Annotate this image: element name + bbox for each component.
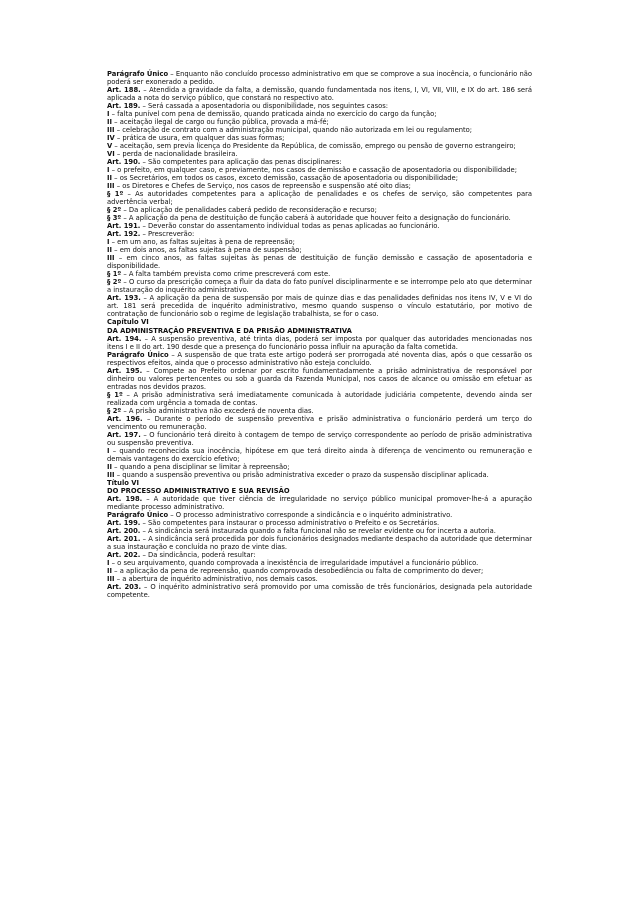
paragraph [107, 134, 532, 142]
paragraph-lead: I [107, 110, 110, 119]
paragraph-text: – São competentes para instaurar o processo administrativo o Prefeito e os Secretários. [140, 518, 440, 527]
paragraph [107, 519, 532, 527]
paragraph-lead: Parágrafo Único [107, 350, 169, 359]
paragraph-lead: Art. 190. [107, 158, 141, 167]
paragraph-text: – A autoridade que tiver ciência de irregularidade no serviço público municipal promover-lhe-á a apuração mediante processo administrativo. [107, 494, 532, 511]
paragraph-lead: VI [107, 150, 115, 159]
paragraph-text: – Da aplicação de penalidades caberá pedido de reconsideração e recurso; [121, 206, 377, 215]
paragraph-text: – A sindicância será instaurada quando a falta funcional não se revelar evidente ou for incerta a autoria. [140, 526, 496, 535]
paragraph [107, 407, 532, 415]
paragraph [107, 150, 532, 158]
paragraph [107, 174, 532, 182]
paragraph-text: – O curso da prescrição começa a fluir da data do fato punível disciplinarmente e se interrompe pelo ato que determinar a instauração do inquérito administrativo. [107, 278, 533, 295]
paragraph-text: – Enquanto não concluído processo administrativo em que se comprove a sua inocência, o funcionário não poderá ser exonerado a pedido. [107, 70, 532, 87]
paragraph [107, 278, 532, 294]
paragraph-text: – a aplicação da pena de repreensão, quando comprovada desobediência ou falta de comprimento do dever; [112, 566, 484, 575]
paragraph-lead: Art. 197. [107, 430, 141, 439]
paragraph [107, 551, 532, 559]
paragraph-text: – os Diretores e Chefes de Serviço, nos casos de repreensão e suspensão até oito dias; [114, 182, 411, 191]
paragraph [107, 495, 532, 511]
paragraph-text: – Durante o período de suspensão preventiva e prisão administrativa o funcionário perderá um terço do vencimento ou remuneração. [107, 414, 532, 431]
paragraph [107, 575, 532, 583]
paragraph [107, 70, 532, 86]
section-heading: Título VI [107, 478, 139, 487]
paragraph-text: – quando a suspensão preventiva ou prisão administrativa exceder o prazo da suspensão disciplinar aplicada. [114, 470, 489, 479]
paragraph-lead: II [107, 566, 113, 575]
paragraph-text: – em um ano, as faltas sujeitas à pena de repreensão; [109, 238, 295, 247]
paragraph-lead: I [107, 166, 110, 175]
paragraph-text: – O inquérito administrativo será promovido por uma comissão de três funcionários, designada pela autoridade competente. [107, 583, 532, 600]
section-heading: DA ADMINISTRAÇÃO PREVENTIVA E DA PRISÃO ADMINISTRATIVA [107, 326, 352, 335]
paragraph [107, 335, 532, 351]
paragraph-lead: I [107, 238, 110, 247]
paragraph-text: – A suspensão preventiva, até trinta dias, poderá ser imposta por qualquer das autoridades mencionadas nos itens I e II do art. 190 desde que a presença do funcionário possa influir na apuração da falta cometida. [107, 334, 532, 351]
paragraph-lead: § 2º [107, 206, 122, 215]
paragraph [107, 222, 532, 230]
paragraph [107, 118, 532, 126]
paragraph-text: – Atendida a gravidade da falta, a demissão, quando fundamentada nos itens, I, VI, VII, VIII, e IX do art. 186 será aplicada a nota do serviço público, que constará no respectivo ato. [107, 86, 532, 103]
paragraph-lead: Art. 196. [107, 414, 143, 423]
paragraph [107, 294, 532, 318]
paragraph [107, 351, 532, 367]
paragraph-lead: Art. 201. [107, 534, 141, 543]
paragraph-lead: § 1º [107, 390, 123, 399]
paragraph-text: – aceitação ilegal de cargo ou função pública, provada a má-fé; [112, 118, 329, 127]
paragraph-lead: Art. 188. [107, 86, 141, 95]
paragraph-text: – A sindicância será procedida por dois funcionários designados mediante despacho da autoridade que determinar a sua instauração e concluída no prazo de vinte dias. [107, 534, 532, 551]
paragraph-text: – o prefeito, em qualquer caso, e previamente, nos casos de demissão e cassação de aposentadoria ou disponibilidade; [109, 166, 517, 175]
paragraph [107, 166, 532, 174]
paragraph-lead: Art. 203. [107, 583, 142, 591]
paragraph [107, 238, 532, 246]
paragraph [107, 447, 532, 463]
paragraph [107, 230, 532, 238]
paragraph [107, 535, 532, 551]
paragraph-lead: V [107, 142, 113, 151]
paragraph-lead: Art. 189. [107, 102, 141, 111]
paragraph-lead: IV [107, 134, 115, 143]
paragraph [107, 126, 532, 134]
paragraph-lead: III [107, 470, 115, 479]
paragraph-lead: Parágrafo Único [107, 510, 169, 519]
paragraph-text: – os Secretários, em todos os casos, exceto demissão, cassação de aposentadoria ou disponibilidade; [112, 174, 458, 183]
paragraph-text: – Da sindicância, poderá resultar: [140, 550, 256, 559]
paragraph-text: – falta punível com pena de demissão, quando praticada ainda no exercício do cargo da função; [109, 110, 437, 119]
paragraph-text: – São competentes para aplicação das penas disciplinares: [140, 158, 342, 167]
paragraph-text: – A suspensão de que trata este artigo poderá ser prorrogada até noventa dias, após o que cessarão os respectivos efeitos, ainda que o processo administrativo não esteja concluído. [107, 350, 533, 367]
paragraph [107, 583, 532, 599]
paragraph [107, 391, 532, 407]
paragraph-text: – A aplicação da pena de suspensão por mais de quinze dias e das penalidades definidas nos itens IV, V e VI do art. 181 será precedida de inquérito administrativo, mesmo quando suspenso o vínculo estatutário, por motivo de contratação de funcionário sob o regime de legislação trabalhista, se for o caso. [107, 294, 532, 319]
section-heading: DO PROCESSO ADMINISTRATIVO E SUA REVISÃO [107, 486, 290, 495]
paragraph-lead: Art. 194. [107, 334, 142, 343]
paragraph-text: – As autoridades competentes para a aplicação de penalidades e os chefes de serviço, são competentes para advertência verbal; [107, 190, 533, 207]
paragraph [107, 559, 532, 567]
paragraph-lead: Art. 195. [107, 366, 143, 375]
paragraph-text: – prática de usura, em qualquer das suas formas; [114, 134, 285, 143]
paragraph-text: – celebração de contrato com a administração municipal, quando não autorizada em lei ou regulamento; [114, 126, 473, 135]
paragraph-text: – perda de nacionalidade brasileira. [114, 150, 238, 159]
paragraph-text: – Será cassada a aposentadoria ou disponibilidade, nos seguintes casos: [140, 102, 389, 111]
paragraph [107, 190, 532, 206]
paragraph-lead: Art. 200. [107, 526, 141, 535]
paragraph-lead: Art. 192. [107, 230, 141, 239]
paragraph [107, 254, 532, 270]
paragraph-text: – A prisão administrativa será imediatamente comunicada à autoridade judiciária competente, devendo ainda ser realizada com urgência a tomada de contas. [107, 390, 532, 407]
paragraph [107, 182, 532, 190]
document-body [107, 70, 532, 599]
paragraph [107, 463, 532, 471]
paragraph-lead: III [107, 126, 115, 135]
paragraph-lead: § 3º [107, 214, 122, 223]
paragraph-text: – em dois anos, as faltas sujeitas à pena de suspensão; [112, 246, 302, 255]
paragraph-lead: I [107, 558, 110, 567]
paragraph [107, 214, 532, 222]
paragraph-text: – quando reconhecida sua inocência, hipótese em que terá direito ainda à diferença de vencimento ou remuneração e demais vantagens do exercício efetivo; [107, 446, 532, 463]
paragraph-text: – A falta também prevista como crime prescreverá com este. [121, 270, 331, 279]
paragraph-text: – Deverão constar do assentamento individual todas as penas aplicadas ao funcionário. [140, 222, 440, 231]
paragraph [107, 270, 532, 278]
paragraph-lead: II [107, 246, 113, 255]
paragraph-lead: Art. 202. [107, 550, 141, 559]
paragraph-text: – A aplicação da pena de destituição de função caberá à autoridade que houver feito a designação do funcionário. [121, 214, 511, 223]
paragraph-text: – a abertura de inquérito administrativo, nos demais casos. [114, 574, 318, 583]
paragraph-lead: I [107, 446, 110, 455]
paragraph [107, 158, 532, 166]
paragraph-lead: § 2º [107, 278, 122, 287]
paragraph-lead: Art. 199. [107, 518, 141, 527]
paragraph-text: – Prescreverão: [140, 230, 195, 239]
paragraph-lead: II [107, 462, 113, 471]
section-heading: Capítulo VI [107, 318, 149, 327]
paragraph-lead: § 1º [107, 270, 122, 279]
paragraph-text: – O funcionário terá direito à contagem de tempo de serviço correspondente ao período de prisão administrativa ou suspensão preventiva. [107, 430, 532, 447]
paragraph [107, 367, 532, 391]
paragraph-lead: III [107, 574, 115, 583]
paragraph [107, 415, 532, 431]
paragraph-lead: Parágrafo Único [107, 70, 169, 78]
paragraph-lead: III [107, 182, 115, 191]
paragraph [107, 471, 532, 479]
paragraph-text: – em cinco anos, as faltas sujeitas às penas de destituição de função demissão e cassação de aposentadoria e disponibilidade. [107, 254, 532, 271]
paragraph-text: – Compete ao Prefeito ordenar por escrito fundamentadamente a prisão administrativa de responsável por dinheiro ou valores pertencentes ou sob a guarda da Fazenda Municipal, nos casos de alcance ou omissão em efetuar as entradas nos devidos prazos. [107, 366, 532, 391]
paragraph-text: – o seu arquivamento, quando comprovada a inexistência de irregularidade imputável a funcionário público. [109, 558, 479, 567]
paragraph-text: – aceitação, sem previa licença do Presidente da República, de comissão, emprego ou pensão de governo estrangeiro; [112, 142, 516, 151]
paragraph [107, 246, 532, 254]
paragraph [107, 142, 532, 150]
paragraph [107, 431, 532, 447]
paragraph [107, 86, 532, 102]
paragraph-lead: § 1º [107, 190, 124, 199]
paragraph-lead: § 2º [107, 406, 122, 415]
paragraph-text: – O processo administrativo corresponde a sindicância e o inquérito administrativo. [168, 510, 453, 519]
paragraph [107, 511, 532, 519]
paragraph-lead: II [107, 118, 113, 127]
paragraph-lead: II [107, 174, 113, 183]
paragraph [107, 527, 532, 535]
paragraph [107, 110, 532, 118]
paragraph-lead: III [107, 254, 115, 263]
paragraph-lead: Art. 191. [107, 222, 141, 231]
paragraph-lead: Art. 198. [107, 494, 143, 503]
paragraph [107, 102, 532, 110]
paragraph [107, 206, 532, 214]
paragraph [107, 567, 532, 575]
paragraph-lead: Art. 193. [107, 294, 141, 303]
paragraph-text: – quando a pena disciplinar se limitar à repreensão; [112, 462, 290, 471]
paragraph-text: – A prisão administrativa não excederá de noventa dias. [121, 406, 314, 415]
